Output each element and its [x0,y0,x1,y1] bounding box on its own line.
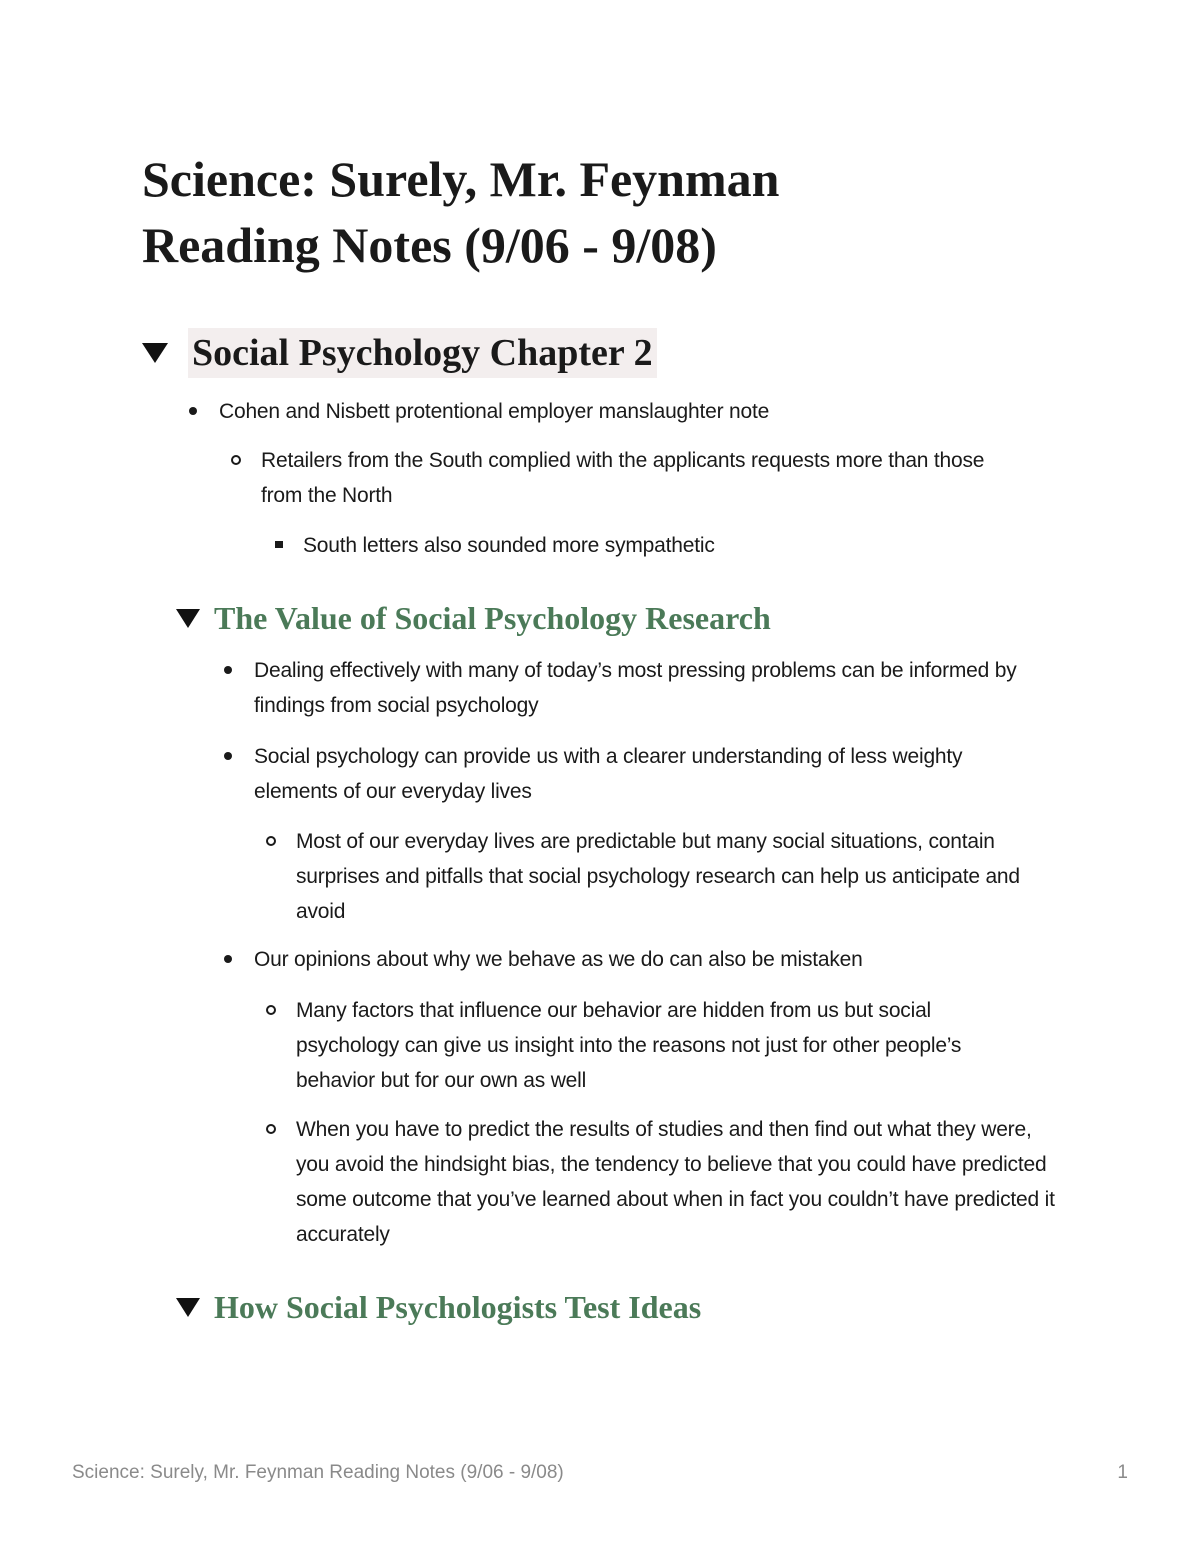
footer-title: Science: Surely, Mr. Feynman Reading Notes (9/06 - 9/08) [72,1462,564,1483]
bullet-disc-icon [224,653,244,688]
bullet-circle-icon [266,824,286,859]
toggle-heading-social-psychology-chapter-2[interactable] [142,328,657,378]
list-item: Dealing effectively with many of today’s most pressing problems can be informed by findings from social psychology [254,653,1074,723]
section-heading: How Social Psychologists Test Ideas [214,1289,702,1325]
list-item: When you have to predict the results of studies and then find out what they were, you avoid the hindsight bias, the tendency to believe that you could have predicted some outcome that you’ve learned about when in fact you couldn’t have predicted it accurately [296,1112,1056,1252]
bullet-circle-icon [266,993,286,1028]
page-footer [72,1462,1128,1484]
list-item: Retailers from the South complied with the applicants requests more than those from the North [261,443,1031,513]
list-item: Most of our everyday lives are predictable but many social situations, contain surprises and pitfalls that social psychology research can help us anticipate and avoid [296,824,1056,929]
list-item: Our opinions about why we behave as we do can also be mistaken [254,942,1054,977]
list-item: South letters also sounded more sympathetic [303,528,1043,563]
bullet-disc-icon [224,942,244,977]
bullet-disc-icon [224,739,244,774]
toggle-heading-value-of-research[interactable] [176,600,771,637]
bullet-circle-icon [231,443,251,478]
page-title-line-2: Reading Notes (9/06 - 9/08) [142,217,717,273]
section-heading: Social Psychology Chapter 2 [188,328,657,378]
page-number: 1 [1117,1462,1128,1483]
page-title [142,146,1082,278]
section-heading: The Value of Social Psychology Research [214,600,771,636]
toggle-heading-how-test-ideas[interactable] [176,1289,701,1326]
bullet-square-icon [273,528,293,563]
bullet-circle-icon [266,1112,286,1147]
toggle-triangle-icon[interactable] [142,343,168,363]
bullet-disc-icon [189,394,209,429]
toggle-triangle-icon[interactable] [176,1298,200,1317]
list-item: Cohen and Nisbett protentional employer manslaughter note [219,394,1079,429]
list-item: Many factors that influence our behavior are hidden from us but social psychology can give us insight into the reasons not just for other people’s behavior but for our own as well [296,993,1006,1098]
list-item: Social psychology can provide us with a clearer understanding of less weighty elements of our everyday lives [254,739,1014,809]
page-title-line-1: Science: Surely, Mr. Feynman [142,151,780,207]
toggle-triangle-icon[interactable] [176,609,200,628]
